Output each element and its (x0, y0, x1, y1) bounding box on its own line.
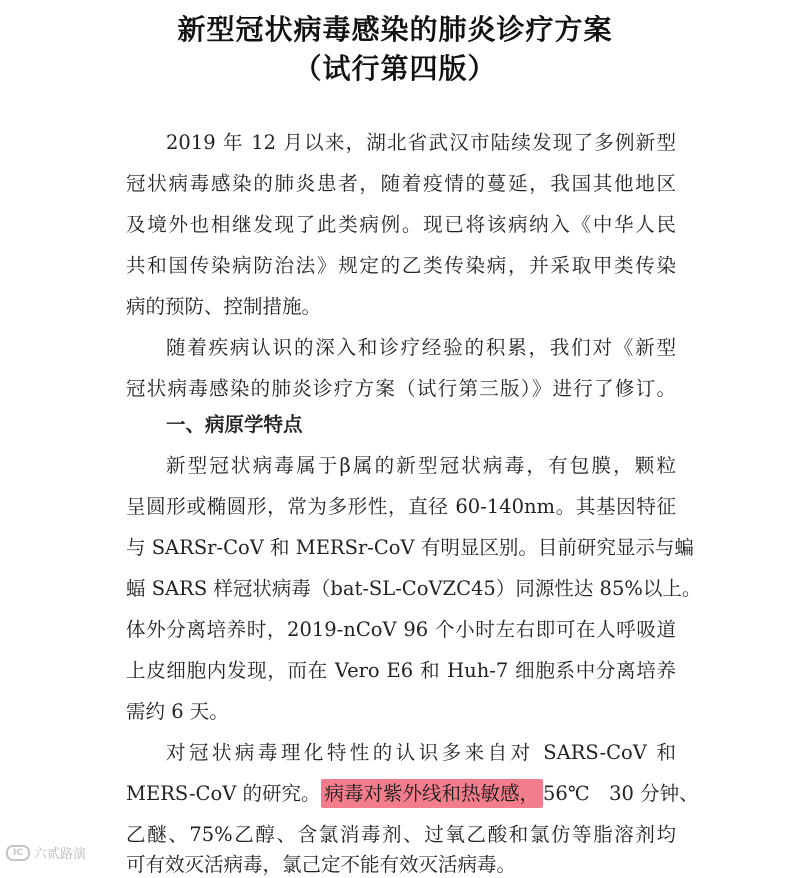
watermark-logo-icon: IC (6, 845, 30, 861)
paragraph-4-text-pre: MERS-CoV 的研究。 (126, 782, 321, 805)
paragraph-4-line-3: 乙醚、75%乙醇、含氯消毒剂、过氧乙酸和氯仿等脂溶剂均 (126, 823, 676, 846)
watermark (6, 843, 86, 862)
document-title-line-1: 新型冠状病毒感染的肺炎诊疗方案 (177, 13, 613, 46)
paragraph-1-line-2: 冠状病毒感染的肺炎患者，随着疫情的蔓延，我国其他地区 (126, 172, 676, 195)
paragraph-3-line-7: 需约 6 天。 (126, 700, 229, 723)
paragraph-3-line-5: 体外分离培养时，2019-nCoV 96 个小时左右即可在人呼吸道 (126, 618, 676, 641)
paragraph-4-text-post: 56℃ 30 分钟、 (543, 782, 699, 805)
watermark-text: 六贰路演 (34, 847, 87, 862)
paragraph-1-line-4: 共和国传染病防治法》规定的乙类传染病，并采取甲类传染 (126, 254, 676, 277)
paragraph-1-line-3: 及境外也相继发现了此类病例。现已将该病纳入《中华人民 (126, 213, 676, 236)
paragraph-1-line-1: 2019 年 12 月以来，湖北省武汉市陆续发现了多例新型 (166, 131, 676, 154)
paragraph-1-line-5: 病的预防、控制措施。 (126, 295, 322, 318)
paragraph-3-line-1: 新型冠状病毒属于β属的新型冠状病毒，有包膜，颗粒 (166, 454, 676, 477)
section-heading: 一、病原学特点 (166, 413, 303, 436)
paragraph-2-line-2: 冠状病毒感染的肺炎诊疗方案（试行第三版）》进行了修订。 (126, 377, 676, 400)
paragraph-2-line-1: 随着疾病认识的深入和诊疗经验的积累，我们对《新型 (166, 336, 676, 359)
highlighted-text: 病毒对紫外线和热敏感， (321, 779, 544, 808)
paragraph-4-line-4: 可有效灭活病毒，氯己定不能有效灭活病毒。 (126, 853, 517, 876)
paragraph-4-line-1: 对冠状病毒理化特性的认识多来自对 SARS-CoV 和 (166, 741, 676, 764)
paragraph-3-line-6: 上皮细胞内发现，而在 Vero E6 和 Huh-7 细胞系中分离培养 (126, 659, 676, 682)
paragraph-3-line-2: 呈圆形或椭圆形，常为多形性，直径 60-140nm。其基因特征 (126, 495, 676, 518)
paragraph-3-line-3: 与 SARSr-CoV 和 MERSr-CoV 有明显区别。目前研究显示与蝙 (126, 536, 694, 559)
document-title-line-2: （试行第四版） (293, 52, 497, 85)
paragraph-4-line-2 (126, 781, 699, 807)
paragraph-3-line-4: 蝠 SARS 样冠状病毒（bat-SL-CoVZC45）同源性达 85%以上。 (126, 577, 702, 600)
